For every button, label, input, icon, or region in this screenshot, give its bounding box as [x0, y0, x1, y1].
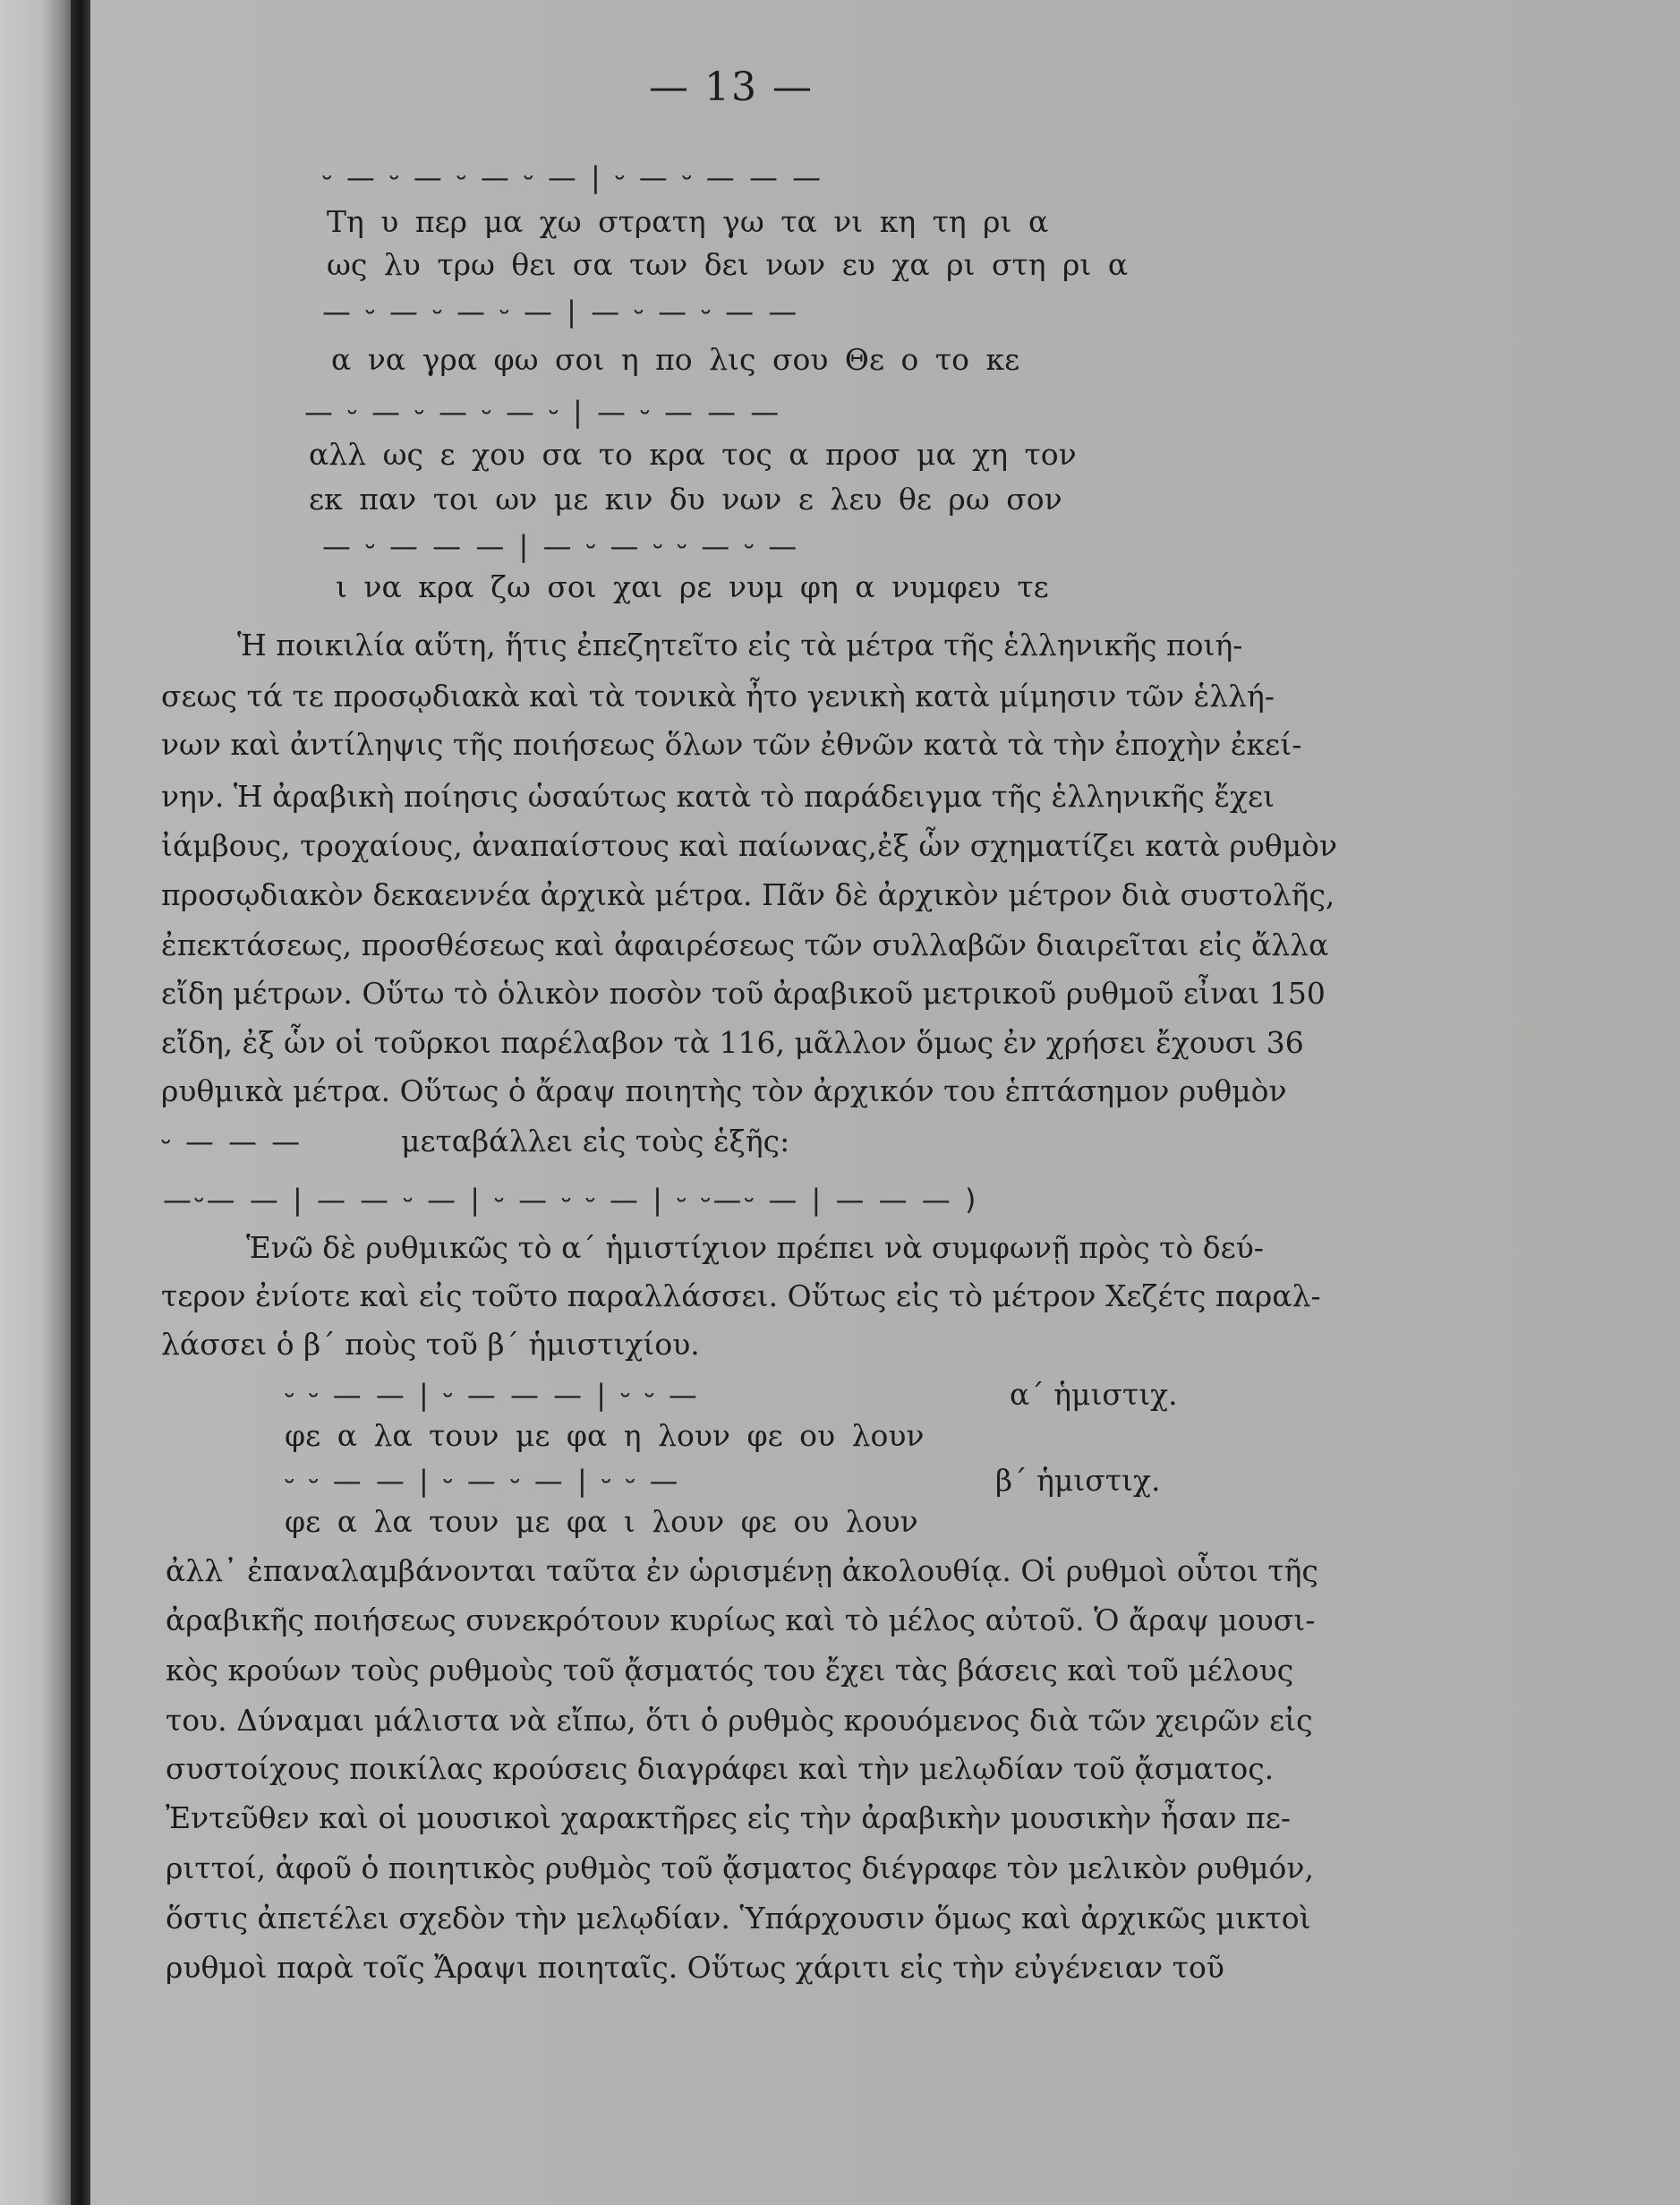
meter-series: —⏑— — | — — ⏑ — | ⏑ — ⏑ ⏑ — | ⏑ ⏑—⏑ — | — — — )	[163, 1183, 979, 1217]
prose-3-line-5: συστοίχους ποικίλας κρούσεις διαγράφει καὶ τὴν μελῳδίαν τοῦ ᾄσματος.	[166, 1751, 1275, 1786]
prose-1-line-4: νην. Ἡ ἀραβικὴ ποίησις ὡσαύτως κατὰ τὸ παράδειγμα τῆς ἑλληνικῆς ἔχει	[161, 779, 1275, 814]
hemistich-1-label: α΄ ἡμιστιχ.	[1010, 1377, 1178, 1412]
meter-inline: ⏑ — — —	[161, 1124, 303, 1158]
verse-line-1a: Τη υ περ μα χω στρατη γω τα νι κη τη ρι α	[327, 204, 1049, 239]
prose-3-line-6: Ἐντεῦθεν καὶ οἱ μουσικοὶ χαρακτῆρες εἰς τὴν ἀραβικὴν μουσικὴν ἦσαν πε-	[166, 1800, 1291, 1835]
prose-1-line-7: ἐπεκτάσεως, προσθέσεως καὶ ἀφαιρέσεως τῶν συλλαβῶν διαιρεῖται εἰς ἄλλα	[161, 927, 1329, 962]
prose-1-line-5: ἰάμβους, τροχαίους, ἀναπαίστους καὶ παίωνας,ἐξ ὧν σχηματίζει κατὰ ρυθμὸν	[161, 828, 1338, 863]
page-margin-left	[0, 0, 76, 2205]
prose-2-line-2: τερον ἐνίοτε καὶ εἰς τοῦτο παραλλάσσει. Οὕτως εἰς τὸ μέτρον Χεζέτς παραλ-	[161, 1278, 1321, 1313]
prose-3-line-4: του. Δύναμαι μάλιστα νὰ εἴπω, ὅτι ὁ ρυθμὸς κρουόμενος διὰ τῶν χειρῶν εἰς	[166, 1703, 1313, 1738]
prose-2-line-3: λάσσει ὁ β΄ ποὺς τοῦ β΄ ἡμιστιχίου.	[161, 1327, 700, 1362]
verse-line-3a: αλλ ως ε χου σα το κρα τος α προσ μα χη τον	[309, 437, 1077, 472]
prose-1-line-6: προσῳδιακὸν δεκαεννέα ἀρχικὰ μέτρα. Πᾶν δὲ ἀρχικὸν μέτρον διὰ συστολῆς,	[161, 877, 1335, 912]
meter-inline-text: μεταβάλλει εἰς τοὺς ἑξῆς:	[401, 1124, 790, 1158]
hemistich-1-syllables: φε α λα τουν με φα η λουν φε ου λουν	[285, 1418, 925, 1453]
prose-3-line-9: ρυθμοὶ παρὰ τοῖς Ἄραψι ποιηταῖς. Οὕτως χάριτι εἰς τὴν εὐγένειαν τοῦ	[166, 1950, 1224, 1985]
prose-2-line-1: Ἑνῶ δὲ ρυθμικῶς τὸ α΄ ἡμιστίχιον πρέπει νὰ συμφωνῇ πρὸς τὸ δεύ-	[246, 1230, 1264, 1265]
book-binding	[71, 0, 90, 2205]
prose-3-line-8: ὅστις ἀπετέλει σχεδὸν τὴν μελῳδίαν. Ὑπάρχουσιν ὅμως καὶ ἀρχικῶς μικτοὶ	[166, 1901, 1311, 1936]
verse-line-4a: ι να κρα ζω σοι χαι ρε νυμ φη α νυμφευ τε	[336, 569, 1049, 604]
hemistich-2-label: β΄ ἡμιστιχ.	[995, 1463, 1161, 1498]
hemistich-2-syllables: φε α λα τουν με φα ι λουν φε ου λουν	[285, 1504, 918, 1539]
verse-line-3b: εκ παν τοι ων με κιν δυ νων ε λευ θε ρω σον	[309, 482, 1062, 517]
prose-1-line-1: Ἡ ποικιλία αὕτη, ἥτις ἐπεζητεῖτο εἰς τὰ μέτρα τῆς ἑλληνικῆς ποιή-	[237, 628, 1243, 662]
hemistich-2-meter: ⏑ ⏑ — — | ⏑ — ⏑ — | ⏑ ⏑ —	[285, 1464, 681, 1498]
meter-line-4: — ⏑ — — — | — ⏑ — ⏑ ⏑ — ⏑ —	[322, 529, 800, 563]
prose-3-line-2: ἀραβικῆς ποιήσεως συνεκρότουν κυρίως καὶ τὸ μέλος αὐτοῦ. Ὁ ἄραψ μουσι-	[166, 1602, 1316, 1637]
prose-1-line-9: εἴδη, ἐξ ὧν οἱ τοῦρκοι παρέλαβον τὰ 116, μᾶλλον ὅμως ἐν χρήσει ἔχουσι 36	[161, 1025, 1304, 1060]
prose-1-line-8: εἴδη μέτρων. Οὕτω τὸ ὁλικὸν ποσὸν τοῦ ἀραβικοῦ μετρικοῦ ρυθμοῦ εἶναι 150	[161, 976, 1326, 1011]
prose-3-line-1: ἀλλ᾽ ἐπαναλαμβάνονται ταῦτα ἐν ὡρισμένῃ ἀκολουθίᾳ. Οἱ ρυθμοὶ οὗτοι τῆς	[166, 1553, 1318, 1588]
verse-line-2a: α να γρα φω σοι η πο λις σου Θε ο το κε	[331, 342, 1020, 377]
prose-1-line-2: σεως τά τε προσῳδιακὰ καὶ τὰ τονικὰ ἦτο γενικὴ κατὰ μίμησιν τῶν ἑλλή-	[161, 679, 1275, 714]
prose-1-line-10: ρυθμικὰ μέτρα. Οὕτως ὁ ἄραψ ποιητὴς τὸν ἀρχικόν του ἑπτάσημον ρυθμὸν	[161, 1073, 1287, 1108]
meter-line-2: — ⏑ — ⏑ — ⏑ — | — ⏑ — ⏑ — —	[322, 295, 800, 329]
meter-line-1: ⏑ — ⏑ — ⏑ — ⏑ — | ⏑ — ⏑ — — —	[322, 160, 824, 194]
prose-3-line-3: κὸς κρούων τοὺς ρυθμοὺς τοῦ ᾄσματός του ἔχει τὰς βάσεις καὶ τοῦ μέλους	[166, 1653, 1294, 1688]
verse-line-1b: ως λυ τρω θει σα των δει νων ευ χα ρι στη ρι α	[327, 247, 1129, 282]
page-number: — 13 —	[649, 64, 814, 110]
prose-3-line-7: ριττοί, ἀφοῦ ὁ ποιητικὸς ρυθμὸς τοῦ ᾄσματος διέγραφε τὸν μελικὸν ρυθμόν,	[166, 1850, 1314, 1885]
prose-1-line-3: νων καὶ ἀντίληψις τῆς ποιήσεως ὅλων τῶν ἐθνῶν κατὰ τὰ τὴν ἐποχὴν ἐκεί-	[161, 727, 1302, 762]
hemistich-1-meter: ⏑ ⏑ — — | ⏑ — — — | ⏑ ⏑ —	[285, 1378, 700, 1412]
meter-line-3: — ⏑ — ⏑ — ⏑ — ⏑ | — ⏑ — — —	[304, 395, 782, 429]
